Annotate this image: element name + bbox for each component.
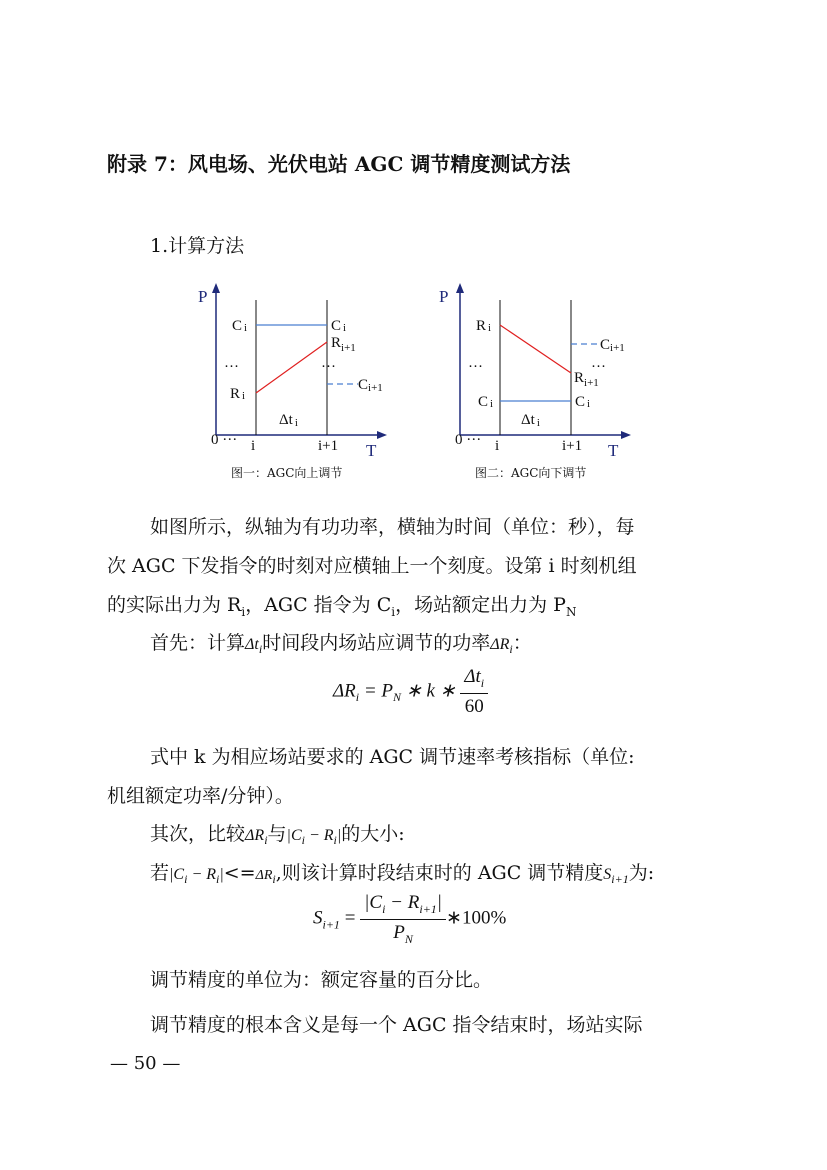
figure2-caption: 图二：AGC向下调节 [475,466,587,480]
figure-agc-up [190,280,400,480]
section-heading: 1.计算方法 [150,235,245,257]
para5: 若$|C_i - R_i|<=\Delta R_i$,则该计算时段结束时的 AGC 调节精度$S_{i+1}$为: [150,862,655,887]
dots-left: ··· [224,359,239,375]
para3-line1: 式中 k 为相应场站要求的 AGC 调节速率考核指标（单位: [150,746,635,768]
svg-text:Ri+1: $R_{i+1}$ [574,370,599,389]
ri-left-label: R [476,318,487,334]
axis-t-label: T [608,441,619,460]
svg-text:Ri: R i [230,386,246,402]
ci-right-label: C [331,318,342,334]
ci-right-label: C [575,394,586,410]
ci1-label: C [358,377,369,393]
svg-text:Ci: C i [232,318,248,334]
ci-left-label: C [232,318,243,334]
axis-p-label: P [198,287,208,306]
ri-left-label: R [230,386,241,402]
para1-line3: 的实际出力为 $R_i$，AGC 指令为 $C_i$，场站额定出力为 $P_N$ [107,594,577,619]
dots-right: ··· [591,359,606,375]
tick-i1: i+1 [318,438,339,454]
ramp-down-line [500,325,571,373]
formula-accuracy: $S_{i+1}$ = $\frac{|C_i - R_{i+1}|}{P_N}$ ∗100% [313,892,507,946]
svg-text:Ci+1: Ci+1 [600,337,625,354]
svg-text:Ci: C i [331,318,347,334]
figure-agc-down [434,280,644,480]
para6: 调节精度的单位为：额定容量的百分比。 [150,969,493,991]
ci1-label: C [600,337,611,353]
ramp-up-line [256,342,327,393]
svg-text:Ci: C i [478,394,494,410]
origin-label: 0 ··· [211,432,238,448]
page-title: 附录 7：风电场、光伏电站 AGC 调节精度测试方法 [107,152,571,176]
svg-text:Δti: Δt i [521,412,540,429]
dots-left: ··· [468,359,483,375]
para1-line1: 如图所示，纵轴为有功功率，横轴为时间（单位：秒），每 [150,516,635,538]
para2: 首先：计算$\Delta t_i$时间段内场站应调节的功率$\Delta R_i$： [150,632,532,657]
para3-line2: 机组额定功率/分钟）。 [107,785,294,807]
tick-i1: i+1 [562,438,583,454]
axis-t-label: T [366,441,377,460]
axis-p-label: P [439,287,449,306]
svg-text:Δti: Δt i [279,412,298,429]
svg-text:Ri: R i [476,318,492,334]
dots-right: ··· [321,359,336,375]
ri1-label: R [331,335,342,351]
tick-i: i [495,438,500,454]
delta-t-label: Δt [521,412,535,428]
svg-text:Ri+1: $R_{i+1}$ [331,335,356,354]
page-number: — 50 — [110,1053,181,1074]
origin-label: 0 ··· [455,432,482,448]
figure1-caption: 图一：AGC向上调节 [231,466,343,480]
ri1-label: R [574,370,585,386]
para7: 调节精度的根本含义是每一个 AGC 指令结束时，场站实际 [150,1014,643,1036]
delta-t-label: Δt [279,412,293,428]
svg-text:Ci+1: Ci+1 [358,377,383,394]
para4: 其次，比较$\Delta R_i$与$|C_i - R_i|$的大小: [150,823,405,848]
para1-line2: 次 AGC 下发指令的时刻对应横轴上一个刻度。设第 i 时刻机组 [107,555,637,577]
ci-left-label: C [478,394,489,410]
formula-delta-r: $\Delta R_i = P_N$ ∗ k ∗ $\frac{\Delta t_i}{60}$ [333,666,488,718]
svg-text:Ci: C i [575,394,591,410]
tick-i: i [251,438,256,454]
